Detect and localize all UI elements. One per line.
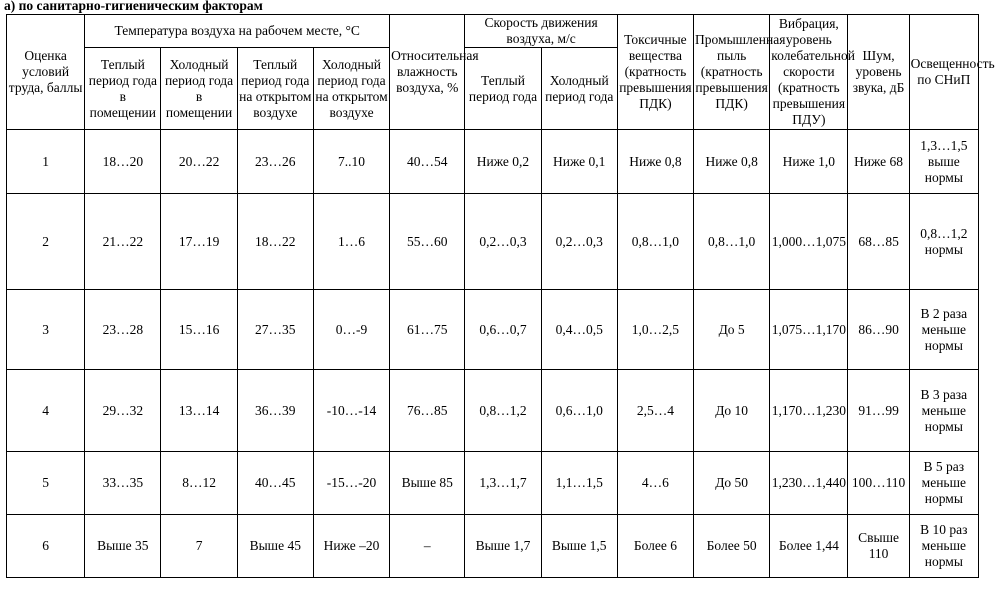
table-cell: 0,8…1,2 нормы bbox=[909, 194, 978, 290]
table-cell: 8…12 bbox=[161, 452, 237, 515]
header-temp-cold-outdoor: Холодный период года на открытом воздухе bbox=[313, 48, 389, 130]
header-score: Оценка условий труда, баллы bbox=[7, 15, 85, 130]
table-cell: 91…99 bbox=[848, 370, 909, 452]
table-cell: 0…-9 bbox=[313, 290, 389, 370]
table-cell: 76…85 bbox=[390, 370, 465, 452]
header-vibration: Вибрация, уровень колебательной скорости (кратность превышения ПДУ) bbox=[770, 15, 848, 130]
table-cell: 29…32 bbox=[85, 370, 161, 452]
hygiene-factors-table bbox=[6, 14, 995, 578]
table-cell: Ниже 1,0 bbox=[770, 130, 848, 194]
table-cell: 7 bbox=[161, 515, 237, 578]
table-cell: 40…45 bbox=[237, 452, 313, 515]
header-temp-warm-indoor: Теплый период года в помещении bbox=[85, 48, 161, 130]
table-cell: Ниже 0,2 bbox=[465, 130, 541, 194]
score-cell: 1 bbox=[7, 130, 85, 194]
table-cell: 33…35 bbox=[85, 452, 161, 515]
header-toxic-substances: Токсичные вещества (кратность превышения ПДК) bbox=[617, 15, 693, 130]
header-speed-cold: Холодный период года bbox=[541, 48, 617, 130]
table-cell: 1,0…2,5 bbox=[617, 290, 693, 370]
header-row-top bbox=[7, 15, 979, 48]
table-cell: 1,075…1,170 bbox=[770, 290, 848, 370]
table-cell: Ниже 0,8 bbox=[694, 130, 770, 194]
header-industrial-dust: Промышленная пыль (кратность превышения ПДК) bbox=[694, 15, 770, 130]
table-cell: В 2 раза меньше нормы bbox=[909, 290, 978, 370]
table-row bbox=[7, 194, 979, 290]
table-cell: 86…90 bbox=[848, 290, 909, 370]
table-cell: В 3 раза меньше нормы bbox=[909, 370, 978, 452]
table-cell: Выше 1,5 bbox=[541, 515, 617, 578]
table-cell: 27…35 bbox=[237, 290, 313, 370]
table-cell: Ниже 0,8 bbox=[617, 130, 693, 194]
table-cell: Выше 85 bbox=[390, 452, 465, 515]
table-cell: 0,6…0,7 bbox=[465, 290, 541, 370]
table-cell: 18…20 bbox=[85, 130, 161, 194]
table-cell: Выше 35 bbox=[85, 515, 161, 578]
table-cell: 18…22 bbox=[237, 194, 313, 290]
header-temp-warm-outdoor: Теплый период года на открытом воздухе bbox=[237, 48, 313, 130]
table-cell: 68…85 bbox=[848, 194, 909, 290]
table-cell: Свыше 110 bbox=[848, 515, 909, 578]
table-cell: -15…-20 bbox=[313, 452, 389, 515]
header-humidity: Относительная влажность воздуха, % bbox=[390, 15, 465, 130]
table-cell: Выше 45 bbox=[237, 515, 313, 578]
table-cell: 1,230…1,440 bbox=[770, 452, 848, 515]
table-cell: Ниже 68 bbox=[848, 130, 909, 194]
table-cell: 55…60 bbox=[390, 194, 465, 290]
table-cell: 0,6…1,0 bbox=[541, 370, 617, 452]
table-cell: 100…110 bbox=[848, 452, 909, 515]
table-cell: До 50 bbox=[694, 452, 770, 515]
score-cell: 2 bbox=[7, 194, 85, 290]
table-row bbox=[7, 130, 979, 194]
table-cell: 15…16 bbox=[161, 290, 237, 370]
score-cell: 6 bbox=[7, 515, 85, 578]
table-cell: Более 6 bbox=[617, 515, 693, 578]
table-cell: 0,4…0,5 bbox=[541, 290, 617, 370]
table-cell: 20…22 bbox=[161, 130, 237, 194]
table-cell: В 10 раз меньше нормы bbox=[909, 515, 978, 578]
table-cell: 1,000…1,075 bbox=[770, 194, 848, 290]
table-cell: 40…54 bbox=[390, 130, 465, 194]
table-cell: До 5 bbox=[694, 290, 770, 370]
table-cell: 61…75 bbox=[390, 290, 465, 370]
table-cell: 1,1…1,5 bbox=[541, 452, 617, 515]
table-cell: 36…39 bbox=[237, 370, 313, 452]
table-cell: Более 1,44 bbox=[770, 515, 848, 578]
table-cell: До 10 bbox=[694, 370, 770, 452]
table-cell: 0,8…1,0 bbox=[617, 194, 693, 290]
table-cell: 13…14 bbox=[161, 370, 237, 452]
table-cell: 1,170…1,230 bbox=[770, 370, 848, 452]
table-cell: Более 50 bbox=[694, 515, 770, 578]
table-cell: 2,5…4 bbox=[617, 370, 693, 452]
table-cell: 17…19 bbox=[161, 194, 237, 290]
table-cell: 0,8…1,0 bbox=[694, 194, 770, 290]
table-cell: Ниже 0,1 bbox=[541, 130, 617, 194]
header-speed-warm: Теплый период года bbox=[465, 48, 541, 130]
table-cell: Выше 1,7 bbox=[465, 515, 541, 578]
header-illumination: Освещенность по СНиП bbox=[909, 15, 978, 130]
table-cell: 0,2…0,3 bbox=[541, 194, 617, 290]
header-air-speed-group: Скорость движения воздуха, м/с bbox=[465, 15, 617, 48]
header-noise: Шум, уровень звука, дБ bbox=[848, 15, 909, 130]
table-cell: 1…6 bbox=[313, 194, 389, 290]
table-row bbox=[7, 290, 979, 370]
table-cell: -10…-14 bbox=[313, 370, 389, 452]
table-row bbox=[7, 452, 979, 515]
table-cell: 23…28 bbox=[85, 290, 161, 370]
table-cell: 0,2…0,3 bbox=[465, 194, 541, 290]
table-cell: 1,3…1,7 bbox=[465, 452, 541, 515]
score-cell: 5 bbox=[7, 452, 85, 515]
table-cell: 7..10 bbox=[313, 130, 389, 194]
header-temperature-group: Температура воздуха на рабочем месте, °С bbox=[85, 15, 390, 48]
score-cell: 3 bbox=[7, 290, 85, 370]
header-temp-cold-indoor: Холодный период года в помещении bbox=[161, 48, 237, 130]
table-cell: 21…22 bbox=[85, 194, 161, 290]
table-cell: 1,3…1,5 выше нормы bbox=[909, 130, 978, 194]
table-cell: В 5 раз меньше нормы bbox=[909, 452, 978, 515]
table-cell: 23…26 bbox=[237, 130, 313, 194]
table-cell: 0,8…1,2 bbox=[465, 370, 541, 452]
score-cell: 4 bbox=[7, 370, 85, 452]
table-row bbox=[7, 515, 979, 578]
table-cell: 4…6 bbox=[617, 452, 693, 515]
table-caption: а) по санитарно-гигиеническим факторам bbox=[4, 0, 263, 13]
table-cell: Ниже –20 bbox=[313, 515, 389, 578]
table-cell: – bbox=[390, 515, 465, 578]
table-row bbox=[7, 370, 979, 452]
